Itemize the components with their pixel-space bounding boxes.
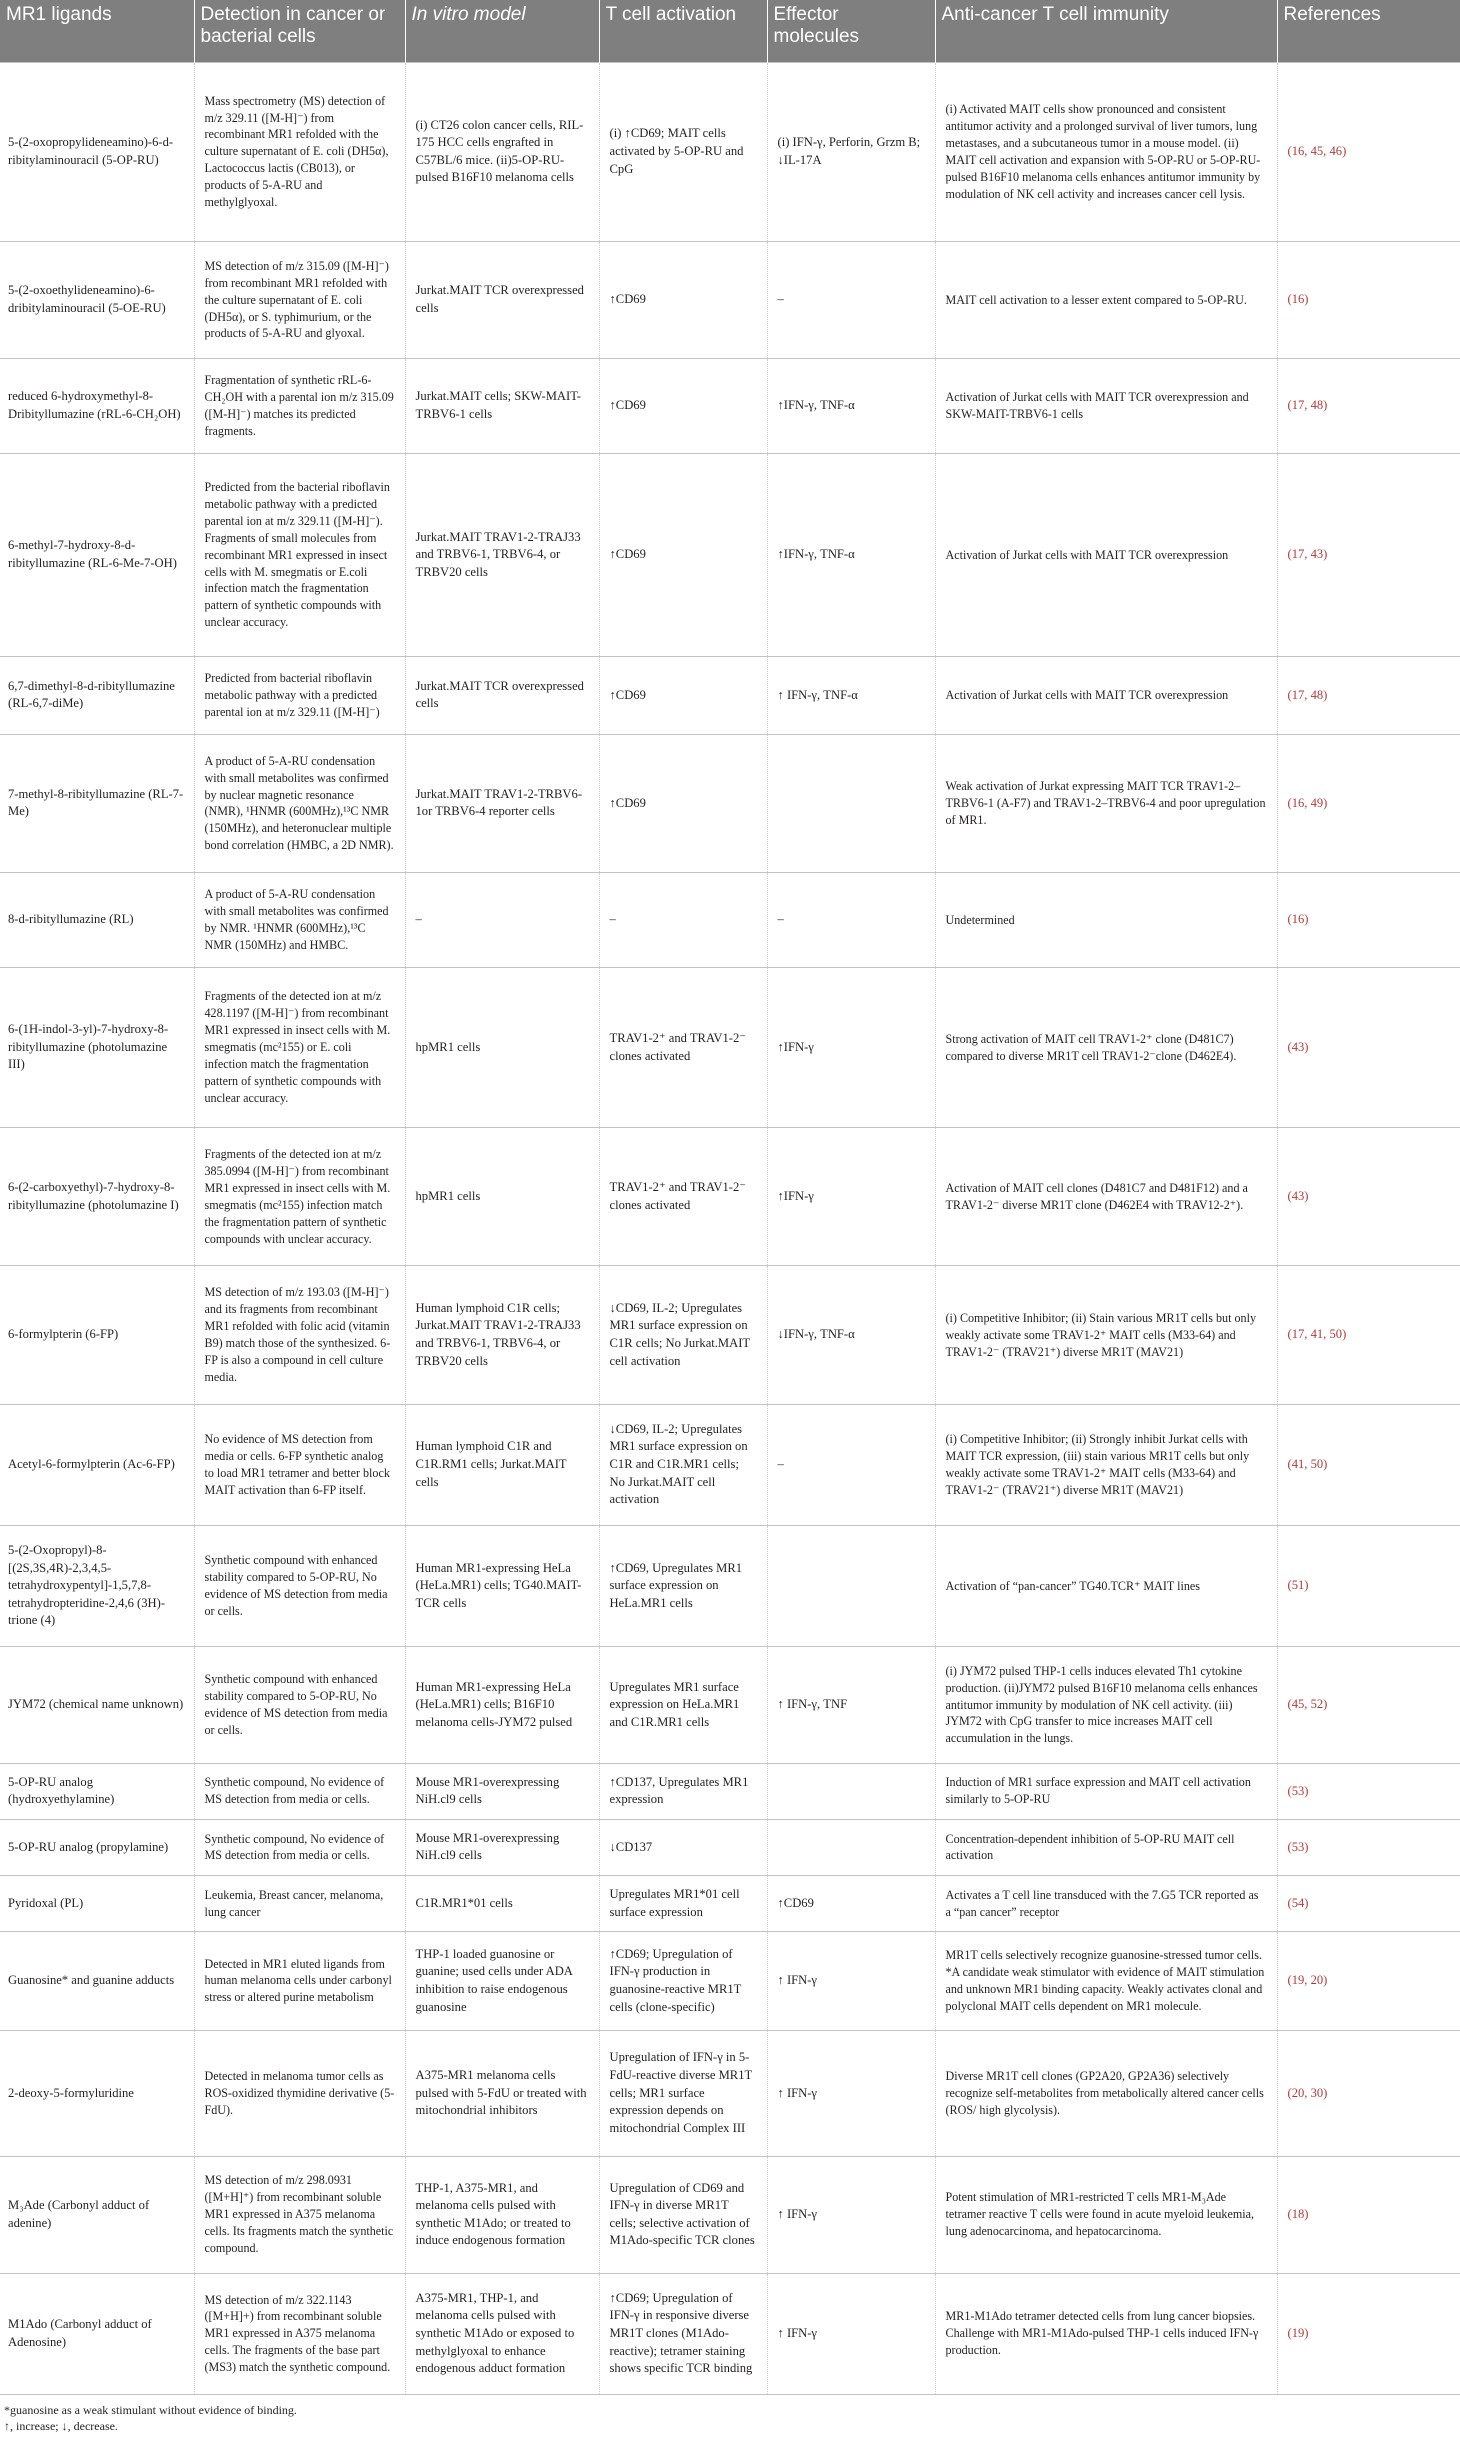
references-cell: (45, 52)	[1277, 1647, 1460, 1764]
activation-cell: –	[599, 873, 767, 968]
immunity-cell: (i) Activated MAIT cells show pronounced and consistent antitumor activity and a prolonged survival of liver tumors, lung metastases, and a subcutaneous tumor in a mouse model. (ii) MAIT cell activation and expansion with 5-OP-RU or 5-OP-RU-pulsed B16F10 melanoma cells enhances antitumor immunity by modulation of NK cell activity and increases cancer cell lysis.	[935, 62, 1277, 242]
immunity-cell: (i) Competitive Inhibitor; (ii) Stain various MR1T cells but only weakly activate some TRAV1-2⁺ MAIT cells (M33-64) and TRAV1-2⁻ (TRAV21⁺) diverse MR1T (MAV21)	[935, 1266, 1277, 1404]
effector-cell: ↑CD69	[767, 1875, 935, 1931]
immunity-cell: Activation of Jurkat cells with MAIT TCR overexpression	[935, 657, 1277, 735]
activation-cell: (i) ↑CD69; MAIT cells activated by 5-OP-RU and CpG	[599, 62, 767, 242]
activation-cell: ↓CD69, IL-2; Upregulates MR1 surface expression on C1R and C1R.MR1 cells; No Jurkat.MAIT cell activation	[599, 1404, 767, 1525]
header-references: References	[1277, 0, 1460, 62]
effector-cell: ↑ IFN-γ, TNF-α	[767, 657, 935, 735]
references-cell: (41, 50)	[1277, 1404, 1460, 1525]
immunity-cell: Activates a T cell line transduced with the 7.G5 TCR reported as a “pan cancer” receptor	[935, 1875, 1277, 1931]
table-body	[0, 62, 1460, 2395]
table-row	[0, 1525, 1460, 1646]
detection-cell: Fragmentation of synthetic rRL-6-CH₂OH with a parental ion m/z 315.09 ([M-H]⁻) matches its predicted fragments.	[194, 358, 405, 453]
effector-cell	[767, 1763, 935, 1819]
model-cell: Human lymphoid C1R cells; Jurkat.MAIT TRAV1-2-TRAJ33 and TRBV6-1, TRBV6-4, or TRBV20 cells	[405, 1266, 599, 1404]
detection-cell: Predicted from bacterial riboflavin metabolic pathway with a predicted parental ion at m/z 329.11 ([M-H]⁻)	[194, 657, 405, 735]
ligand-cell: 6-(1H-indol-3-yl)-7-hydroxy-8-ribityllumazine (photolumazine III)	[0, 968, 194, 1128]
effector-cell	[767, 1819, 935, 1875]
references-cell: (16)	[1277, 242, 1460, 359]
ligand-cell: 6-formylpterin (6-FP)	[0, 1266, 194, 1404]
header-mr1-ligands: MR1 ligands	[0, 0, 194, 62]
effector-cell: ↑ IFN-γ	[767, 2030, 935, 2156]
table-row	[0, 1932, 1460, 2031]
ligand-cell: Guanosine* and guanine adducts	[0, 1932, 194, 2031]
header-t-cell-activation: T cell activation	[599, 0, 767, 62]
detection-cell: Synthetic compound with enhanced stability compared to 5-OP-RU, No evidence of MS detection from media or cells.	[194, 1647, 405, 1764]
activation-cell: ↑CD69	[599, 657, 767, 735]
immunity-cell: Activation of Jurkat cells with MAIT TCR overexpression and SKW-MAIT-TRBV6-1 cells	[935, 358, 1277, 453]
references-cell: (17, 41, 50)	[1277, 1266, 1460, 1404]
detection-cell: Detected in MR1 eluted ligands from human melanoma cells under carbonyl stress or altered purine metabolism	[194, 1932, 405, 2031]
ligand-cell: 6,7-dimethyl-8-d-ribityllumazine (RL-6,7-diMe)	[0, 657, 194, 735]
references-cell: (17, 48)	[1277, 657, 1460, 735]
activation-cell: TRAV1-2⁺ and TRAV1-2⁻ clones activated	[599, 968, 767, 1128]
immunity-cell: Diverse MR1T cell clones (GP2A20, GP2A36) selectively recognize self-metabolites from metabolically altered cancer cells (ROS/ high glycolysis).	[935, 2030, 1277, 2156]
model-cell: Human MR1-expressing HeLa (HeLa.MR1) cells; B16F10 melanoma cells-JYM72 pulsed	[405, 1647, 599, 1764]
effector-cell	[767, 734, 935, 872]
model-cell: hpMR1 cells	[405, 1128, 599, 1266]
table-row	[0, 1128, 1460, 1266]
immunity-cell: Potent stimulation of MR1-restricted T cells MR1-M₃Ade tetramer reactive T cells were found in acute myeloid leukemia, lung adenocarcinoma, and hepatocarcinoma.	[935, 2156, 1277, 2273]
ligand-cell: Acetyl-6-formylpterin (Ac-6-FP)	[0, 1404, 194, 1525]
detection-cell: No evidence of MS detection from media or cells. 6-FP synthetic analog to load MR1 tetramer and better block MAIT activation than 6-FP itself.	[194, 1404, 405, 1525]
activation-cell: ↑CD137, Upregulates MR1 expression	[599, 1763, 767, 1819]
immunity-cell: Strong activation of MAIT cell TRAV1-2⁺ clone (D481C7) compared to diverse MR1T cell TRAV1-2⁻clone (D462E4).	[935, 968, 1277, 1128]
references-cell: (19)	[1277, 2273, 1460, 2394]
immunity-cell: Concentration-dependent inhibition of 5-OP-RU MAIT cell activation	[935, 1819, 1277, 1875]
detection-cell: Synthetic compound with enhanced stability compared to 5-OP-RU, No evidence of MS detection from media or cells.	[194, 1525, 405, 1646]
effector-cell	[767, 1525, 935, 1646]
effector-cell: ↑ IFN-γ	[767, 2156, 935, 2273]
model-cell: A375-MR1 melanoma cells pulsed with 5-FdU or treated with mitochondrial inhibitors	[405, 2030, 599, 2156]
model-cell: Human MR1-expressing HeLa (HeLa.MR1) cells; TG40.MAIT-TCR cells	[405, 1525, 599, 1646]
activation-cell: ↓CD137	[599, 1819, 767, 1875]
references-cell: (16, 45, 46)	[1277, 62, 1460, 242]
immunity-cell: MR1-M1Ado tetramer detected cells from lung cancer biopsies. Challenge with MR1-M1Ado-pulsed THP-1 cells induced IFN-γ production.	[935, 2273, 1277, 2394]
detection-cell: MS detection of m/z 315.09 ([M-H]⁻) from recombinant MR1 refolded with the culture supernatant of E. coli (DH5α), or S. typhimurium, or the products of 5-A-RU and glyoxal.	[194, 242, 405, 359]
table-row	[0, 1875, 1460, 1931]
references-cell: (53)	[1277, 1819, 1460, 1875]
activation-cell: ↑CD69	[599, 734, 767, 872]
detection-cell: MS detection of m/z 298.0931 ([M+H]⁺) from recombinant soluble MR1 expressed in A375 melanoma cells. Its fragments match the synthetic compound.	[194, 2156, 405, 2273]
table-row	[0, 968, 1460, 1128]
ligand-cell: 5-(2-Oxopropyl)-8-[(2S,3S,4R)-2,3,4,5-tetrahydroxypentyl]-1,5,7,8-tetrahydropteridine-2,4,6 (3H)-trione (4)	[0, 1525, 194, 1646]
table-row	[0, 1819, 1460, 1875]
immunity-cell: MR1T cells selectively recognize guanosine-stressed tumor cells. *A candidate weak stimulator with evidence of MAIT stimulation and unknown MR1 binding capacity. Weakly activates clonal and polyclonal MAIT cells dependent on MR1 molecule.	[935, 1932, 1277, 2031]
ligand-cell: 5-(2-oxopropylideneamino)-6-d-ribitylaminouracil (5-OP-RU)	[0, 62, 194, 242]
table-row	[0, 734, 1460, 872]
effector-cell: ↑ IFN-γ	[767, 2273, 935, 2394]
immunity-cell: Activation of “pan-cancer” TG40.TCR⁺ MAIT lines	[935, 1525, 1277, 1646]
immunity-cell: (i) Competitive Inhibitor; (ii) Strongly inhibit Jurkat cells with MAIT TCR expression, (iii) stain various MR1T cells but only weakly activate some TRAV1-2⁺ MAIT cells (M33-64) and TRAV1-2⁻ (TRAV21⁺) diverse MR1T (MAV21)	[935, 1404, 1277, 1525]
immunity-cell: Activation of MAIT cell clones (D481C7 and D481F12) and a TRAV1-2⁻ diverse MR1T clone (D462E4 with TRAV12-2⁺).	[935, 1128, 1277, 1266]
effector-cell: –	[767, 1404, 935, 1525]
effector-cell: ↑ IFN-γ	[767, 1932, 935, 2031]
activation-cell: Upregulation of CD69 and IFN-γ in diverse MR1T cells; selective activation of M1Ado-specific TCR clones	[599, 2156, 767, 2273]
effector-cell: –	[767, 873, 935, 968]
activation-cell: Upregulates MR1 surface expression on HeLa.MR1 and C1R.MR1 cells	[599, 1647, 767, 1764]
effector-cell: ↑IFN-γ	[767, 1128, 935, 1266]
model-cell: Jurkat.MAIT TRAV1-2-TRAJ33 and TRBV6-1, TRBV6-4, or TRBV20 cells	[405, 454, 599, 657]
table-row	[0, 358, 1460, 453]
header-in-vitro-model: In vitro model	[405, 0, 599, 62]
immunity-cell: Undetermined	[935, 873, 1277, 968]
ligand-cell: 6-(2-carboxyethyl)-7-hydroxy-8-ribityllumazine (photolumazine I)	[0, 1128, 194, 1266]
detection-cell: Mass spectrometry (MS) detection of m/z 329.11 ([M-H]⁻) from recombinant MR1 refolded with the culture supernatant of E. coli (DH5α), Lactococcus lactis (CB013), or products of 5-A-RU and methylglyoxal.	[194, 62, 405, 242]
header-effector-molecules: Effector molecules	[767, 0, 935, 62]
table-row	[0, 1404, 1460, 1525]
activation-cell: ↑CD69	[599, 358, 767, 453]
model-cell: C1R.MR1*01 cells	[405, 1875, 599, 1931]
detection-cell: Fragments of the detected ion at m/z 428.1197 ([M-H]⁻) from recombinant MR1 expressed in insect cells with M. smegmatis (mc²155) or E. coli infection match the fragmentation pattern of synthetic compounds with unclear accuracy.	[194, 968, 405, 1128]
detection-cell: Detected in melanoma tumor cells as ROS-oxidized thymidine derivative (5-FdU).	[194, 2030, 405, 2156]
effector-cell: ↑IFN-γ, TNF-α	[767, 454, 935, 657]
ligand-cell: JYM72 (chemical name unknown)	[0, 1647, 194, 1764]
table-header-row	[0, 0, 1460, 62]
references-cell: (20, 30)	[1277, 2030, 1460, 2156]
ligand-cell: 5-(2-oxoethylideneamino)-6-dribitylaminouracil (5-OE-RU)	[0, 242, 194, 359]
activation-cell: ↓CD69, IL-2; Upregulates MR1 surface expression on C1R cells; No Jurkat.MAIT cell activation	[599, 1266, 767, 1404]
detection-cell: A product of 5-A-RU condensation with small metabolites was confirmed by NMR. ¹HNMR (600MHz),¹³C NMR (150MHz) and HMBC.	[194, 873, 405, 968]
model-cell: hpMR1 cells	[405, 968, 599, 1128]
effector-cell: –	[767, 242, 935, 359]
activation-cell: Upregulates MR1*01 cell surface expression	[599, 1875, 767, 1931]
detection-cell: Synthetic compound, No evidence of MS detection from media or cells.	[194, 1763, 405, 1819]
model-cell: (i) CT26 colon cancer cells, RIL-175 HCC cells engrafted in C57BL/6 mice. (ii)5-OP-RU-pulsed B16F10 melanoma cells	[405, 62, 599, 242]
table-row	[0, 1266, 1460, 1404]
ligand-cell: Pyridoxal (PL)	[0, 1875, 194, 1931]
immunity-cell: MAIT cell activation to a lesser extent compared to 5-OP-RU.	[935, 242, 1277, 359]
model-cell: –	[405, 873, 599, 968]
table-row	[0, 2156, 1460, 2273]
table-row	[0, 62, 1460, 242]
references-cell: (19, 20)	[1277, 1932, 1460, 2031]
table-row	[0, 1647, 1460, 1764]
detection-cell: A product of 5-A-RU condensation with small metabolites was confirmed by nuclear magnetic resonance (NMR), ¹HNMR (600MHz),¹³C NMR (150MHz), and heteronuclear multiple bond correlation (HMBC, a 2D NMR).	[194, 734, 405, 872]
activation-cell: ↑CD69, Upregulates MR1 surface expression on HeLa.MR1 cells	[599, 1525, 767, 1646]
table-row	[0, 873, 1460, 968]
references-cell: (53)	[1277, 1763, 1460, 1819]
immunity-cell: Weak activation of Jurkat expressing MAIT TCR TRAV1-2–TRBV6-1 (A-F7) and TRAV1-2–TRBV6-4 and poor upregulation of MR1.	[935, 734, 1277, 872]
detection-cell: Synthetic compound, No evidence of MS detection from media or cells.	[194, 1819, 405, 1875]
ligand-cell: 6-methyl-7-hydroxy-8-d-ribityllumazine (RL-6-Me-7-OH)	[0, 454, 194, 657]
model-cell: Mouse MR1-overexpressing NiH.cl9 cells	[405, 1763, 599, 1819]
model-cell: Jurkat.MAIT TRAV1-2-TRBV6-1or TRBV6-4 reporter cells	[405, 734, 599, 872]
ligand-cell: 7-methyl-8-ribityllumazine (RL-7-Me)	[0, 734, 194, 872]
references-cell: (16)	[1277, 873, 1460, 968]
ligand-cell: M₃Ade (Carbonyl adduct of adenine)	[0, 2156, 194, 2273]
references-cell: (16, 49)	[1277, 734, 1460, 872]
effector-cell: ↑IFN-γ, TNF-α	[767, 358, 935, 453]
effector-cell: (i) IFN-γ, Perforin, Grzm B; ↓IL-17A	[767, 62, 935, 242]
model-cell: Jurkat.MAIT TCR overexpressed cells	[405, 657, 599, 735]
table-row	[0, 242, 1460, 359]
footnote-arrows: ↑, increase; ↓, decrease.	[4, 2419, 118, 2434]
references-cell: (18)	[1277, 2156, 1460, 2273]
header-detection: Detection in cancer or bacterial cells	[194, 0, 405, 62]
detection-cell: Predicted from the bacterial riboflavin metabolic pathway with a predicted parental ion at m/z 329.11 ([M-H]⁻). Fragments of small molecules from recombinant MR1 expressed in insect cells with M. smegmatis or E.coli infection match the fragmentation pattern of synthetic compounds with unclear accuracy.	[194, 454, 405, 657]
ligand-cell: 5-OP-RU analog (hydroxyethylamine)	[0, 1763, 194, 1819]
references-cell: (43)	[1277, 968, 1460, 1128]
ligand-cell: 8-d-ribityllumazine (RL)	[0, 873, 194, 968]
effector-cell: ↑ IFN-γ, TNF	[767, 1647, 935, 1764]
table-row	[0, 454, 1460, 657]
ligand-cell: M1Ado (Carbonyl adduct of Adenosine)	[0, 2273, 194, 2394]
effector-cell: ↑IFN-γ	[767, 968, 935, 1128]
references-cell: (43)	[1277, 1128, 1460, 1266]
table-row	[0, 657, 1460, 735]
model-cell: Human lymphoid C1R and C1R.RM1 cells; Jurkat.MAIT cells	[405, 1404, 599, 1525]
model-cell: Mouse MR1-overexpressing NiH.cl9 cells	[405, 1819, 599, 1875]
model-cell: THP-1 loaded guanosine or guanine; used cells under ADA inhibition to raise endogenous guanosine	[405, 1932, 599, 2031]
activation-cell: ↑CD69; Upregulation of IFN-γ in responsive diverse MR1T clones (M1Ado-reactive); tetramer staining shows specific TCR binding	[599, 2273, 767, 2394]
activation-cell: ↑CD69	[599, 242, 767, 359]
activation-cell: Upregulation of IFN-γ in 5-FdU-reactive diverse MR1T cells; MR1 surface expression depends on mitochondrial Complex III	[599, 2030, 767, 2156]
immunity-cell: (i) JYM72 pulsed THP-1 cells induces elevated Th1 cytokine production. (ii)JYM72 pulsed B16F10 melanoma cells enhances antitumor immunity by modulation of NK cell activity. (iii) JYM72 with CpG transfer to mice increases MAIT cell accumulation in the lungs.	[935, 1647, 1277, 1764]
references-cell: (17, 43)	[1277, 454, 1460, 657]
ligand-cell: 2-deoxy-5-formyluridine	[0, 2030, 194, 2156]
table-row	[0, 1763, 1460, 1819]
activation-cell: ↑CD69; Upregulation of IFN-γ production in guanosine-reactive MR1T cells (clone-specific)	[599, 1932, 767, 2031]
detection-cell: MS detection of m/z 322.1143 ([M+H]+) from recombinant soluble MR1 expressed in A375 melanoma cells. The fragments of the base part (MS3) match the synthetic compound.	[194, 2273, 405, 2394]
detection-cell: Fragments of the detected ion at m/z 385.0994 ([M-H]⁻) from recombinant MR1 expressed in insect cells with M. smegmatis (mc²155) infection match the fragmentation pattern of synthetic compounds with unclear accuracy.	[194, 1128, 405, 1266]
references-cell: (54)	[1277, 1875, 1460, 1931]
model-cell: Jurkat.MAIT TCR overexpressed cells	[405, 242, 599, 359]
ligand-cell: reduced 6-hydroxymethyl-8-Dribityllumazine (rRL-6-CH₂OH)	[0, 358, 194, 453]
references-cell: (17, 48)	[1277, 358, 1460, 453]
ligand-cell: 5-OP-RU analog (propylamine)	[0, 1819, 194, 1875]
detection-cell: Leukemia, Breast cancer, melanoma, lung cancer	[194, 1875, 405, 1931]
effector-cell: ↓IFN-γ, TNF-α	[767, 1266, 935, 1404]
model-cell: A375-MR1, THP-1, and melanoma cells pulsed with synthetic M1Ado or exposed to methylglyoxal to enhance endogenous adduct formation	[405, 2273, 599, 2394]
model-cell: THP-1, A375-MR1, and melanoma cells pulsed with synthetic M1Ado; or treated to induce endogenous formation	[405, 2156, 599, 2273]
detection-cell: MS detection of m/z 193.03 ([M-H]⁻) and its fragments from recombinant MR1 refolded with folic acid (vitamin B9) match those of the synthesized. 6-FP is also a compound in cell culture media.	[194, 1266, 405, 1404]
activation-cell: ↑CD69	[599, 454, 767, 657]
footnote-guanosine: *guanosine as a weak stimulant without evidence of binding.	[4, 2403, 297, 2417]
activation-cell: TRAV1-2⁺ and TRAV1-2⁻ clones activated	[599, 1128, 767, 1266]
header-anti-cancer-immunity: Anti-cancer T cell immunity	[935, 0, 1277, 62]
immunity-cell: Activation of Jurkat cells with MAIT TCR overexpression	[935, 454, 1277, 657]
table-row	[0, 2273, 1460, 2394]
references-cell: (51)	[1277, 1525, 1460, 1646]
immunity-cell: Induction of MR1 surface expression and MAIT cell activation similarly to 5-OP-RU	[935, 1763, 1277, 1819]
model-cell: Jurkat.MAIT cells; SKW-MAIT-TRBV6-1 cells	[405, 358, 599, 453]
table-footnotes	[4, 2402, 297, 2434]
table-row	[0, 2030, 1460, 2156]
